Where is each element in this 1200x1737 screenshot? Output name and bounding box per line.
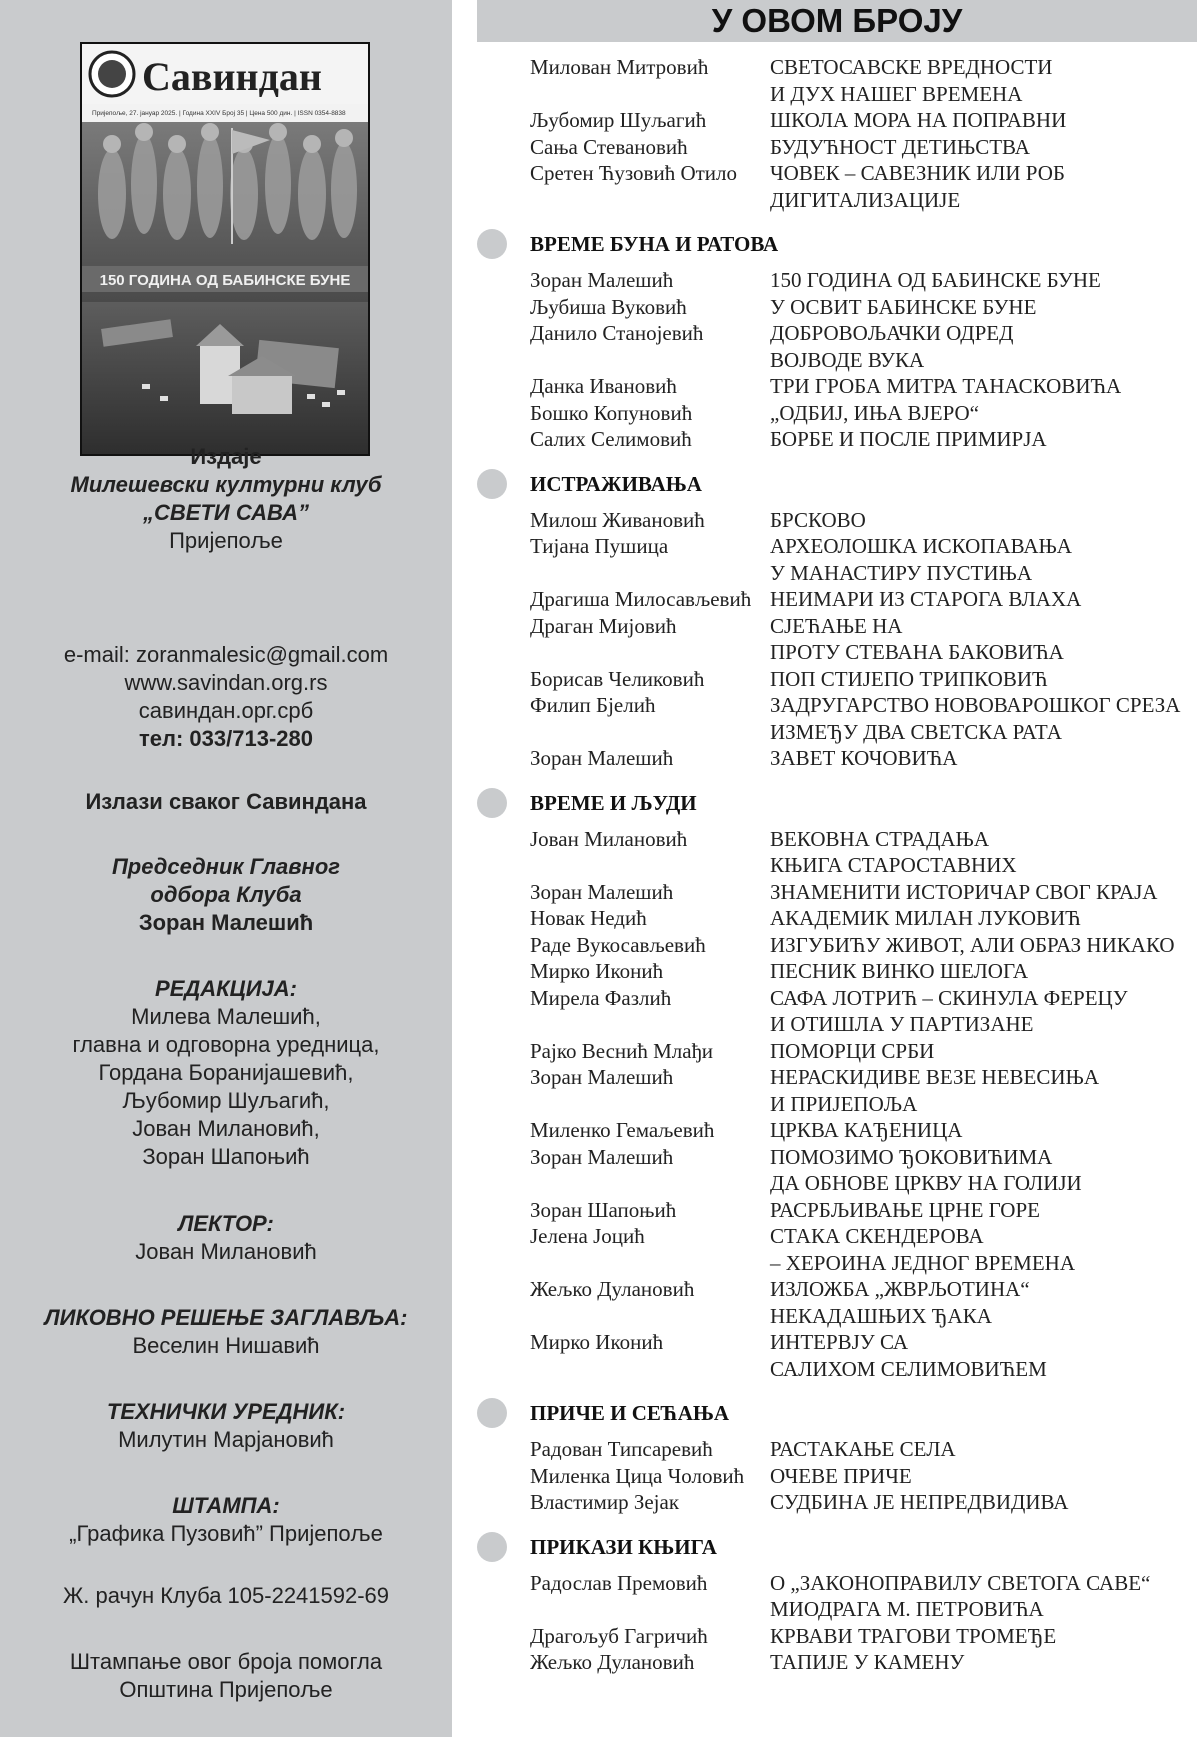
- toc-entry[interactable]: [477, 1197, 1197, 1224]
- toc-entry[interactable]: [477, 1436, 1197, 1463]
- toc-author: Бошко Копуновић: [530, 400, 693, 425]
- toc-article-title: КРВАВИ ТРАГОВИ ТРОМЕЂЕ: [770, 1623, 1057, 1648]
- toc-entry[interactable]: [477, 400, 1197, 427]
- toc-author: Драган Мијовић: [530, 613, 677, 638]
- toc-article-title: НЕРАСКИДИВЕ ВЕЗЕ НЕВЕСИЊА: [770, 1065, 1100, 1089]
- toc-entry[interactable]: [477, 879, 1197, 906]
- website-link-cyrillic[interactable]: савиндан.орг.срб: [138, 698, 314, 723]
- sidebar: [0, 0, 452, 1737]
- toc-title: У ОВОМ БРОЈУ: [711, 2, 963, 39]
- toc-entry[interactable]: [477, 1623, 1197, 1650]
- section-label: ПРИКАЗИ КЊИГА: [530, 1534, 717, 1559]
- print-heading: ШТАМПА:: [172, 1493, 280, 1518]
- toc-article-title: ЗНАМЕНИТИ ИСТОРИЧАР СВОГ КРАЈА: [770, 879, 1158, 904]
- toc-entry[interactable]: [477, 1170, 1197, 1197]
- toc-article-title: ИЗГУБИЋУ ЖИВОТ, АЛИ ОБРАЗ НИКАКО: [770, 932, 1175, 957]
- toc-entry[interactable]: [477, 985, 1197, 1012]
- cover-illustration: [82, 44, 368, 454]
- toc-author: Драгољуб Гагричић: [530, 1623, 708, 1648]
- toc-entry[interactable]: [477, 1276, 1197, 1303]
- toc-article-title: И ДУХ НАШЕГ ВРЕМЕНА: [770, 81, 1023, 106]
- toc-entry[interactable]: [477, 666, 1197, 693]
- toc-author: Зоран Малешић: [530, 1065, 674, 1089]
- toc-article-title: ТАПИЈЕ У КАМЕНУ: [770, 1650, 965, 1674]
- toc-article-title: ДА ОБНОВЕ ЦРКВУ НА ГОЛИЈИ: [770, 1171, 1082, 1195]
- toc-entry[interactable]: [477, 1038, 1197, 1065]
- toc-header: [477, 0, 1197, 42]
- toc-entry[interactable]: [477, 1489, 1197, 1516]
- toc-author: Новак Недић: [530, 906, 647, 930]
- toc-author: Сања Стевановић: [530, 134, 688, 159]
- toc-author: Данка Ивановић: [530, 374, 677, 398]
- editorial-heading: РЕДАКЦИЈА:: [155, 976, 297, 1001]
- toc-author: Зоран Малешић: [530, 268, 674, 292]
- toc-entry[interactable]: [477, 320, 1197, 347]
- toc-entry[interactable]: [477, 1356, 1197, 1383]
- toc-entry[interactable]: [477, 560, 1197, 587]
- toc-entry[interactable]: [477, 1117, 1197, 1144]
- section-label: ВРЕМЕ И ЉУДИ: [530, 790, 697, 815]
- toc-entry[interactable]: [477, 613, 1197, 640]
- toc-article-title: – ХЕРОИНА ЈЕДНОГ ВРЕМЕНА: [770, 1250, 1075, 1275]
- toc-entry[interactable]: [477, 1329, 1197, 1356]
- toc-author: Борисав Челиковић: [530, 666, 705, 691]
- president-block: [0, 853, 452, 937]
- toc-article-title: РАСТАКАЊЕ СЕЛА: [770, 1437, 956, 1461]
- toc-entry[interactable]: [477, 1303, 1197, 1330]
- toc-article-title: АРХЕОЛОШКА ИСКОПАВАЊА: [770, 534, 1072, 558]
- toc-author: Раде Вукосављевић: [530, 932, 706, 957]
- toc-author: Рајко Веснић Млађи: [530, 1038, 713, 1063]
- toc-entry[interactable]: [477, 81, 1197, 108]
- toc-entry[interactable]: [477, 107, 1197, 134]
- toc-article-title: ДОБРОВОЉАЧКИ ОДРЕД: [770, 321, 1014, 345]
- toc-entry[interactable]: [477, 1091, 1197, 1118]
- toc-entry[interactable]: [477, 905, 1197, 932]
- toc-entry[interactable]: [477, 1064, 1197, 1091]
- toc-entry[interactable]: [477, 932, 1197, 959]
- toc-entry[interactable]: [477, 1011, 1197, 1038]
- toc-article-title: ПЕСНИК ВИНКО ШЕЛОГА: [770, 959, 1028, 983]
- editorial-member: Зоран Шапоњић: [142, 1144, 310, 1169]
- toc-article-title: ЗАДРУГАРСТВО НОВОВАРОШКОГ СРЕЗА: [770, 693, 1181, 717]
- account-block: [0, 1582, 452, 1610]
- toc-entry[interactable]: [477, 507, 1197, 534]
- cover-meta-line: Пријепоље, 27. јануар 2025. | Година XXIV Број 35 | Цена 500 дин. | ISSN 0354-8838: [92, 110, 346, 117]
- editorial-member: главна и одговорна уредница,: [72, 1032, 380, 1057]
- section-bullet-icon: [477, 469, 507, 499]
- toc-entry[interactable]: [477, 1223, 1197, 1250]
- toc-article-title: БУДУЋНОСТ ДЕТИЊСТВА: [770, 134, 1030, 159]
- frequency-note: [0, 788, 452, 816]
- toc-author: Мирела Фазлић: [530, 985, 672, 1010]
- design-block: [0, 1304, 452, 1360]
- toc-author: Јован Милановић: [530, 826, 688, 851]
- toc-entry[interactable]: [477, 1649, 1197, 1676]
- publisher-club: Милешевски културни клуб: [70, 472, 382, 497]
- toc-entry[interactable]: [477, 826, 1197, 853]
- toc-author: Салих Селимовић: [530, 427, 692, 451]
- toc-author: Драгиша Милосављевић: [530, 587, 752, 611]
- toc-entry[interactable]: [477, 1596, 1197, 1623]
- section-bullet-icon: [477, 229, 507, 259]
- toc-author: Зоран Шапоњић: [530, 1197, 677, 1222]
- toc-entry[interactable]: [477, 1250, 1197, 1277]
- toc-author: Љубиша Вуковић: [530, 294, 687, 319]
- toc-entry[interactable]: [477, 586, 1197, 613]
- toc-entry[interactable]: [477, 134, 1197, 161]
- section-bullet-icon: [477, 788, 507, 818]
- sponsor-block: [0, 1648, 452, 1704]
- toc-section-heading: [477, 465, 1197, 505]
- toc-section-heading: [477, 225, 1197, 265]
- publisher-block: [0, 443, 452, 555]
- editorial-block: [0, 975, 452, 1171]
- toc-entry[interactable]: [477, 160, 1197, 187]
- publisher-city: Пријепоље: [169, 528, 283, 553]
- toc-article-title: ПРОТУ СТЕВАНА БАКОВИЋА: [770, 640, 1064, 664]
- toc-article-title: ИЗЛОЖБА „ЖВРЉОТИНА“: [770, 1277, 1030, 1301]
- toc-article-title: ИЗМЕЂУ ДВА СВЕТСКА РАТА: [770, 719, 1062, 744]
- section-bullet-icon: [477, 1532, 507, 1562]
- toc-article-title: ВОЈВОДЕ ВУКА: [770, 347, 925, 372]
- toc-entry[interactable]: [477, 1144, 1197, 1171]
- toc-article-title: СВЕТОСАВСКЕ ВРЕДНОСТИ: [770, 55, 1053, 79]
- toc-author: Зоран Малешић: [530, 879, 674, 904]
- toc-author: Радослав Премовић: [530, 1570, 708, 1595]
- toc-author: Жељко Дулановић: [530, 1650, 695, 1674]
- tech-name: Милутин Марјановић: [118, 1427, 334, 1452]
- toc-author: Данило Станојевић: [530, 321, 704, 345]
- toc-article-title: ТРИ ГРОБА МИТРА ТАНАСКОВИЋА: [770, 374, 1122, 398]
- cover-image: [80, 42, 370, 456]
- toc-article-title: ПОМОЗИМО ЂОКОВИЋИМА: [770, 1144, 1053, 1169]
- president-heading-1: Председник Главног: [111, 854, 341, 879]
- section-label: ВРЕМЕ БУНА И РАТОВА: [530, 232, 779, 256]
- publisher-heading: Издаје: [190, 444, 262, 469]
- toc-section-heading: [477, 1528, 1197, 1568]
- president-heading-2: одбора Клуба: [150, 882, 302, 907]
- toc-author: Милован Митровић: [530, 55, 709, 79]
- toc-entry[interactable]: [477, 852, 1197, 879]
- toc-entry[interactable]: [477, 1570, 1197, 1597]
- toc-article-title: ВЕКОВНА СТРАДАЊА: [770, 826, 990, 851]
- table-of-contents: [477, 54, 1197, 1676]
- toc-author: Филип Бјелић: [530, 693, 656, 717]
- toc-author: Љубомир Шуљагић: [530, 108, 707, 132]
- toc-entry[interactable]: [477, 719, 1197, 746]
- toc-article-title: АКАДЕМИК МИЛАН ЛУКОВИЋ: [770, 906, 1081, 930]
- toc-article-title: СЈЕЋАЊЕ НА: [770, 613, 903, 638]
- toc-article-title: ДИГИТАЛИЗАЦИЈЕ: [770, 187, 961, 212]
- toc-author: Радован Типсаревић: [530, 1437, 713, 1461]
- toc-author: Жељко Дулановић: [530, 1277, 695, 1301]
- design-name: Веселин Нишавић: [132, 1333, 320, 1358]
- editorial-member: Јован Милановић,: [132, 1116, 320, 1141]
- toc-article-title: И ПРИЈЕПОЉА: [770, 1091, 918, 1116]
- lector-name: Јован Милановић: [135, 1239, 317, 1264]
- toc-article-title: БРСКОВО: [770, 507, 866, 532]
- toc-article-title: ШКОЛА МОРА НА ПОПРАВНИ: [770, 108, 1067, 132]
- email-link[interactable]: e-mail: zoranmalesic@gmail.com: [63, 642, 389, 667]
- toc-entry[interactable]: [477, 958, 1197, 985]
- phone-number: тел: 033/713-280: [139, 726, 313, 751]
- toc-article-title: У МАНАСТИРУ ПУСТИЊА: [770, 560, 1033, 585]
- publisher-name: „СВЕТИ САВА”: [143, 500, 309, 525]
- toc-article-title: ПОМОРЦИ СРБИ: [770, 1038, 935, 1063]
- section-label: ПРИЧЕ И СЕЋАЊА: [530, 1401, 730, 1425]
- editorial-member: Гордана Боранијашевић,: [98, 1060, 354, 1085]
- sponsor-line-1: Штампање овог броја помогла: [69, 1649, 383, 1674]
- print-name: „Графика Пузовић” Пријепоље: [69, 1521, 383, 1546]
- account-number: Ж. рачун Клуба 105-2241592-69: [62, 1583, 390, 1608]
- toc-author: Властимир Зејак: [530, 1490, 680, 1514]
- tech-editor-block: [0, 1398, 452, 1454]
- toc-author: Зоран Малешић: [530, 746, 674, 770]
- toc-author: Јелена Јоцић: [530, 1224, 645, 1248]
- contact-block: [0, 641, 452, 753]
- toc-article-title: ОЧЕВЕ ПРИЧЕ: [770, 1463, 912, 1488]
- toc-article-title: И ОТИШЛА У ПАРТИЗАНЕ: [770, 1012, 1034, 1036]
- toc-article-title: ЧОВЕК – САВЕЗНИК ИЛИ РОБ: [770, 161, 1065, 185]
- website-link[interactable]: www.savindan.org.rs: [124, 670, 328, 695]
- section-label: ИСТРАЖИВАЊА: [530, 471, 702, 496]
- toc-entry[interactable]: [477, 347, 1197, 374]
- toc-author: Мирко Иконић: [530, 1330, 664, 1354]
- toc-article-title: СТАКА СКЕНДЕРОВА: [770, 1224, 984, 1248]
- toc-entry[interactable]: [477, 426, 1197, 453]
- toc-article-title: О „ЗАКОНОПРАВИЛУ СВЕТОГА САВЕ“: [770, 1570, 1151, 1595]
- editorial-member: Милева Малешић,: [131, 1004, 321, 1029]
- toc-author: Зоран Малешић: [530, 1144, 674, 1169]
- toc-section-heading: [477, 784, 1197, 824]
- president-name: Зоран Малешић: [138, 910, 314, 935]
- toc-article-title: САФА ЛОТРИЋ – СКИНУЛА ФЕРЕЦУ: [770, 985, 1128, 1010]
- toc-entry[interactable]: [477, 294, 1197, 321]
- toc-author: Сретен Ћузовић Отило: [530, 161, 738, 185]
- tech-heading: ТЕХНИЧКИ УРЕДНИК:: [106, 1399, 346, 1424]
- toc-article-title: КЊИГА СТАРОСТАВНИХ: [770, 853, 1017, 877]
- toc-article-title: 150 ГОДИНА ОД БАБИНСКЕ БУНЕ: [770, 268, 1101, 292]
- toc-article-title: МИОДРАГА М. ПЕТРОВИЋА: [770, 1597, 1044, 1621]
- frequency-text: Излази сваког Савиндана: [85, 789, 367, 814]
- sponsor-line-2: Општина Пријепоље: [119, 1677, 333, 1702]
- lector-block: [0, 1210, 452, 1266]
- toc-author: Миленко Гемаљевић: [530, 1118, 715, 1142]
- section-bullet-icon: [477, 1398, 507, 1428]
- cover-logo-title: Савиндан: [142, 54, 322, 99]
- cover-banner: 150 ГОДИНА ОД БАБИНСКЕ БУНЕ: [99, 272, 351, 289]
- toc-article-title: У ОСВИТ БАБИНСКЕ БУНЕ: [770, 294, 1037, 319]
- lector-heading: ЛЕКТОР:: [178, 1211, 274, 1236]
- toc-article-title: РАСРБЉИВАЊЕ ЦРНЕ ГОРЕ: [770, 1197, 1040, 1222]
- toc-author: Милош Живановић: [530, 507, 705, 532]
- toc-article-title: САЛИХОМ СЕЛИМОВИЋЕМ: [770, 1356, 1047, 1381]
- toc-article-title: „ОДБИЈ, ИЊА ВЈЕРО“: [770, 400, 979, 425]
- toc-entry[interactable]: [477, 745, 1197, 772]
- toc-article-title: ЗАВЕТ КОЧОВИЋА: [770, 746, 958, 770]
- toc-article-title: СУДБИНА ЈЕ НЕПРЕДВИДИВА: [770, 1490, 1069, 1514]
- toc-entry[interactable]: [477, 267, 1197, 294]
- toc-entry[interactable]: [477, 1463, 1197, 1490]
- print-block: [0, 1492, 452, 1548]
- toc-article-title: НЕКАДАШЊИХ ЂАКА: [770, 1303, 992, 1328]
- toc-entry[interactable]: [477, 692, 1197, 719]
- design-heading: ЛИКОВНО РЕШЕЊЕ ЗАГЛАВЉА:: [44, 1305, 408, 1330]
- toc-author: Мирко Иконић: [530, 959, 664, 983]
- toc-entry[interactable]: [477, 533, 1197, 560]
- toc-article-title: БОРБЕ И ПОСЛЕ ПРИМИРЈА: [770, 427, 1047, 451]
- toc-entry[interactable]: [477, 373, 1197, 400]
- toc-entry[interactable]: [477, 187, 1197, 214]
- toc-article-title: НЕИМАРИ ИЗ СТАРОГА ВЛАХА: [770, 587, 1082, 611]
- editorial-member: Љубомир Шуљагић,: [122, 1088, 330, 1113]
- toc-entry[interactable]: [477, 54, 1197, 81]
- toc-author: Тијана Пушица: [530, 534, 669, 558]
- toc-entry[interactable]: [477, 639, 1197, 666]
- toc-article-title: ЦРКВА КАЂЕНИЦА: [770, 1118, 963, 1142]
- toc-author: Миленка Цица Чоловић: [530, 1463, 745, 1488]
- toc-section-heading: [477, 1394, 1197, 1434]
- toc-article-title: ИНТЕРВЈУ СА: [770, 1330, 909, 1354]
- toc-article-title: ПОП СТИЈЕПО ТРИПКОВИЋ: [770, 666, 1048, 691]
